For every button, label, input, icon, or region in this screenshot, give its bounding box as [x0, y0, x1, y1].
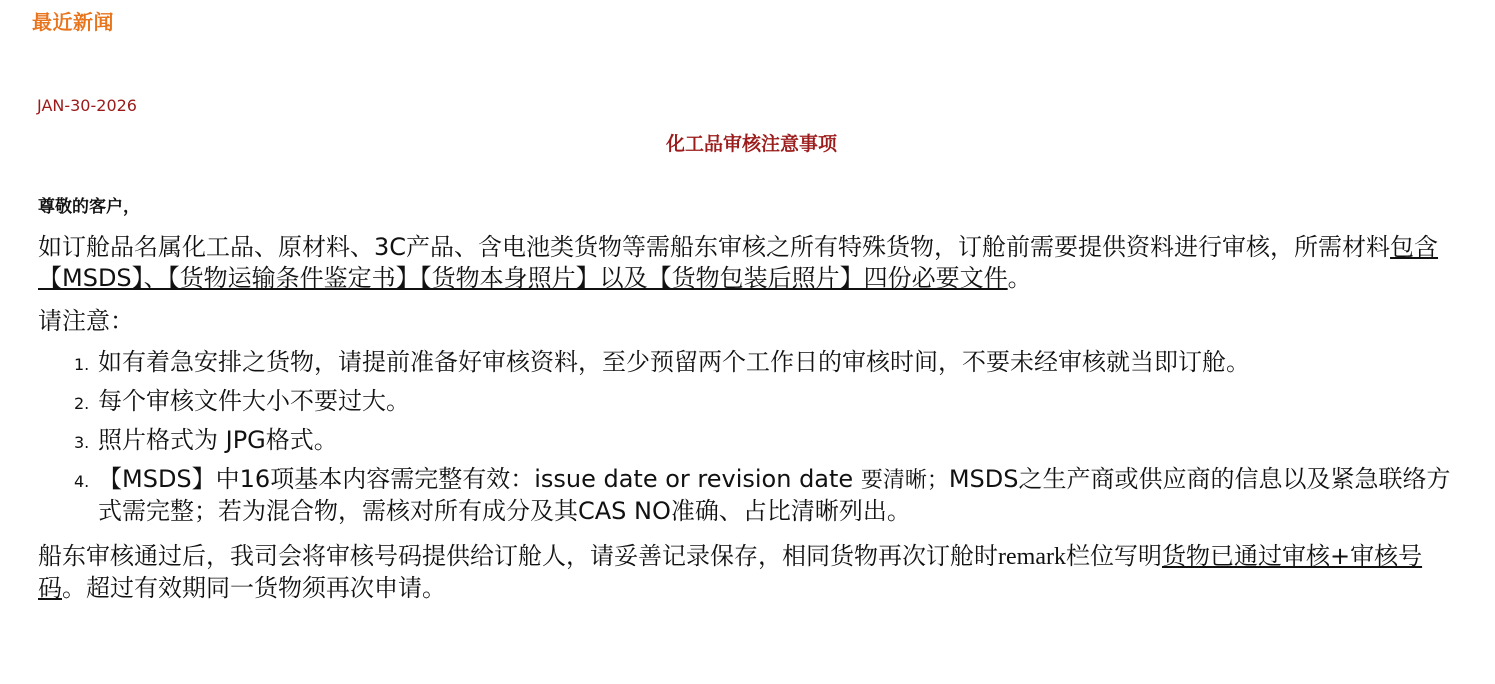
list-item: [38, 386, 1468, 417]
list-number: 4.: [74, 472, 90, 491]
greeting: 尊敬的客户，: [38, 197, 140, 217]
list-number: 2.: [74, 394, 90, 413]
required-documents: 包含【MSDS】、【货物运输条件鉴定书】【货物本身照片】以及【货物包装后照片】四份必要文件: [38, 233, 1439, 292]
intro-text: 如订舱品名属化工品、原材料、3C产品、含电池类货物等需船东审核之所有特殊货物，订舱前需要提供资料进行审核，所需材料: [38, 233, 1391, 261]
approval-note: 货物已通过审核+审核号码: [38, 542, 1423, 602]
intro-paragraph: [38, 232, 1468, 294]
list-item-text: 照片格式为 JPG格式。: [98, 426, 338, 454]
remark-term: remark: [998, 544, 1066, 570]
list-item: [38, 347, 1468, 378]
news-date: JAN-30-2026: [37, 96, 137, 115]
list-item: [38, 464, 1468, 527]
notice-label: 请注意：: [38, 307, 134, 335]
intro-end: 。: [1007, 264, 1032, 292]
closing-text: 栏位写明: [1065, 542, 1162, 570]
news-article: [38, 194, 1468, 604]
list-item-text: 如有着急安排之货物，请提前准备好审核资料，至少预留两个工作日的审核时间，不要未经审核就当即订舱。: [98, 348, 1250, 376]
list-item-text: 【MSDS】中16项基本内容需完整有效：issue date or revision date: [98, 465, 861, 493]
section-heading: 最近新闻: [32, 10, 114, 34]
list-item-text: MSDS之生产商或供应商的信息以及紧急联络方式需完整；若为混合物，需核对所有成分及其CAS NO准确、占比清晰列出。: [98, 465, 1451, 525]
closing-text: 船东审核通过后，我司会将审核号码提供给订舱人，请妥善记录保存，相同货物再次订舱时: [38, 542, 998, 570]
list-item-text: 要清晰；: [860, 468, 949, 493]
list-item-text: 每个审核文件大小不要过大。: [98, 387, 410, 415]
closing-end: 。超过有效期同一货物须再次申请。: [62, 574, 446, 602]
list-number: 1.: [74, 355, 90, 374]
notice-list: [38, 347, 1468, 527]
closing-paragraph: [38, 541, 1468, 604]
list-item: [38, 425, 1468, 456]
news-title[interactable]: 化工品审核注意事项: [665, 133, 837, 155]
list-number: 3.: [74, 433, 90, 452]
